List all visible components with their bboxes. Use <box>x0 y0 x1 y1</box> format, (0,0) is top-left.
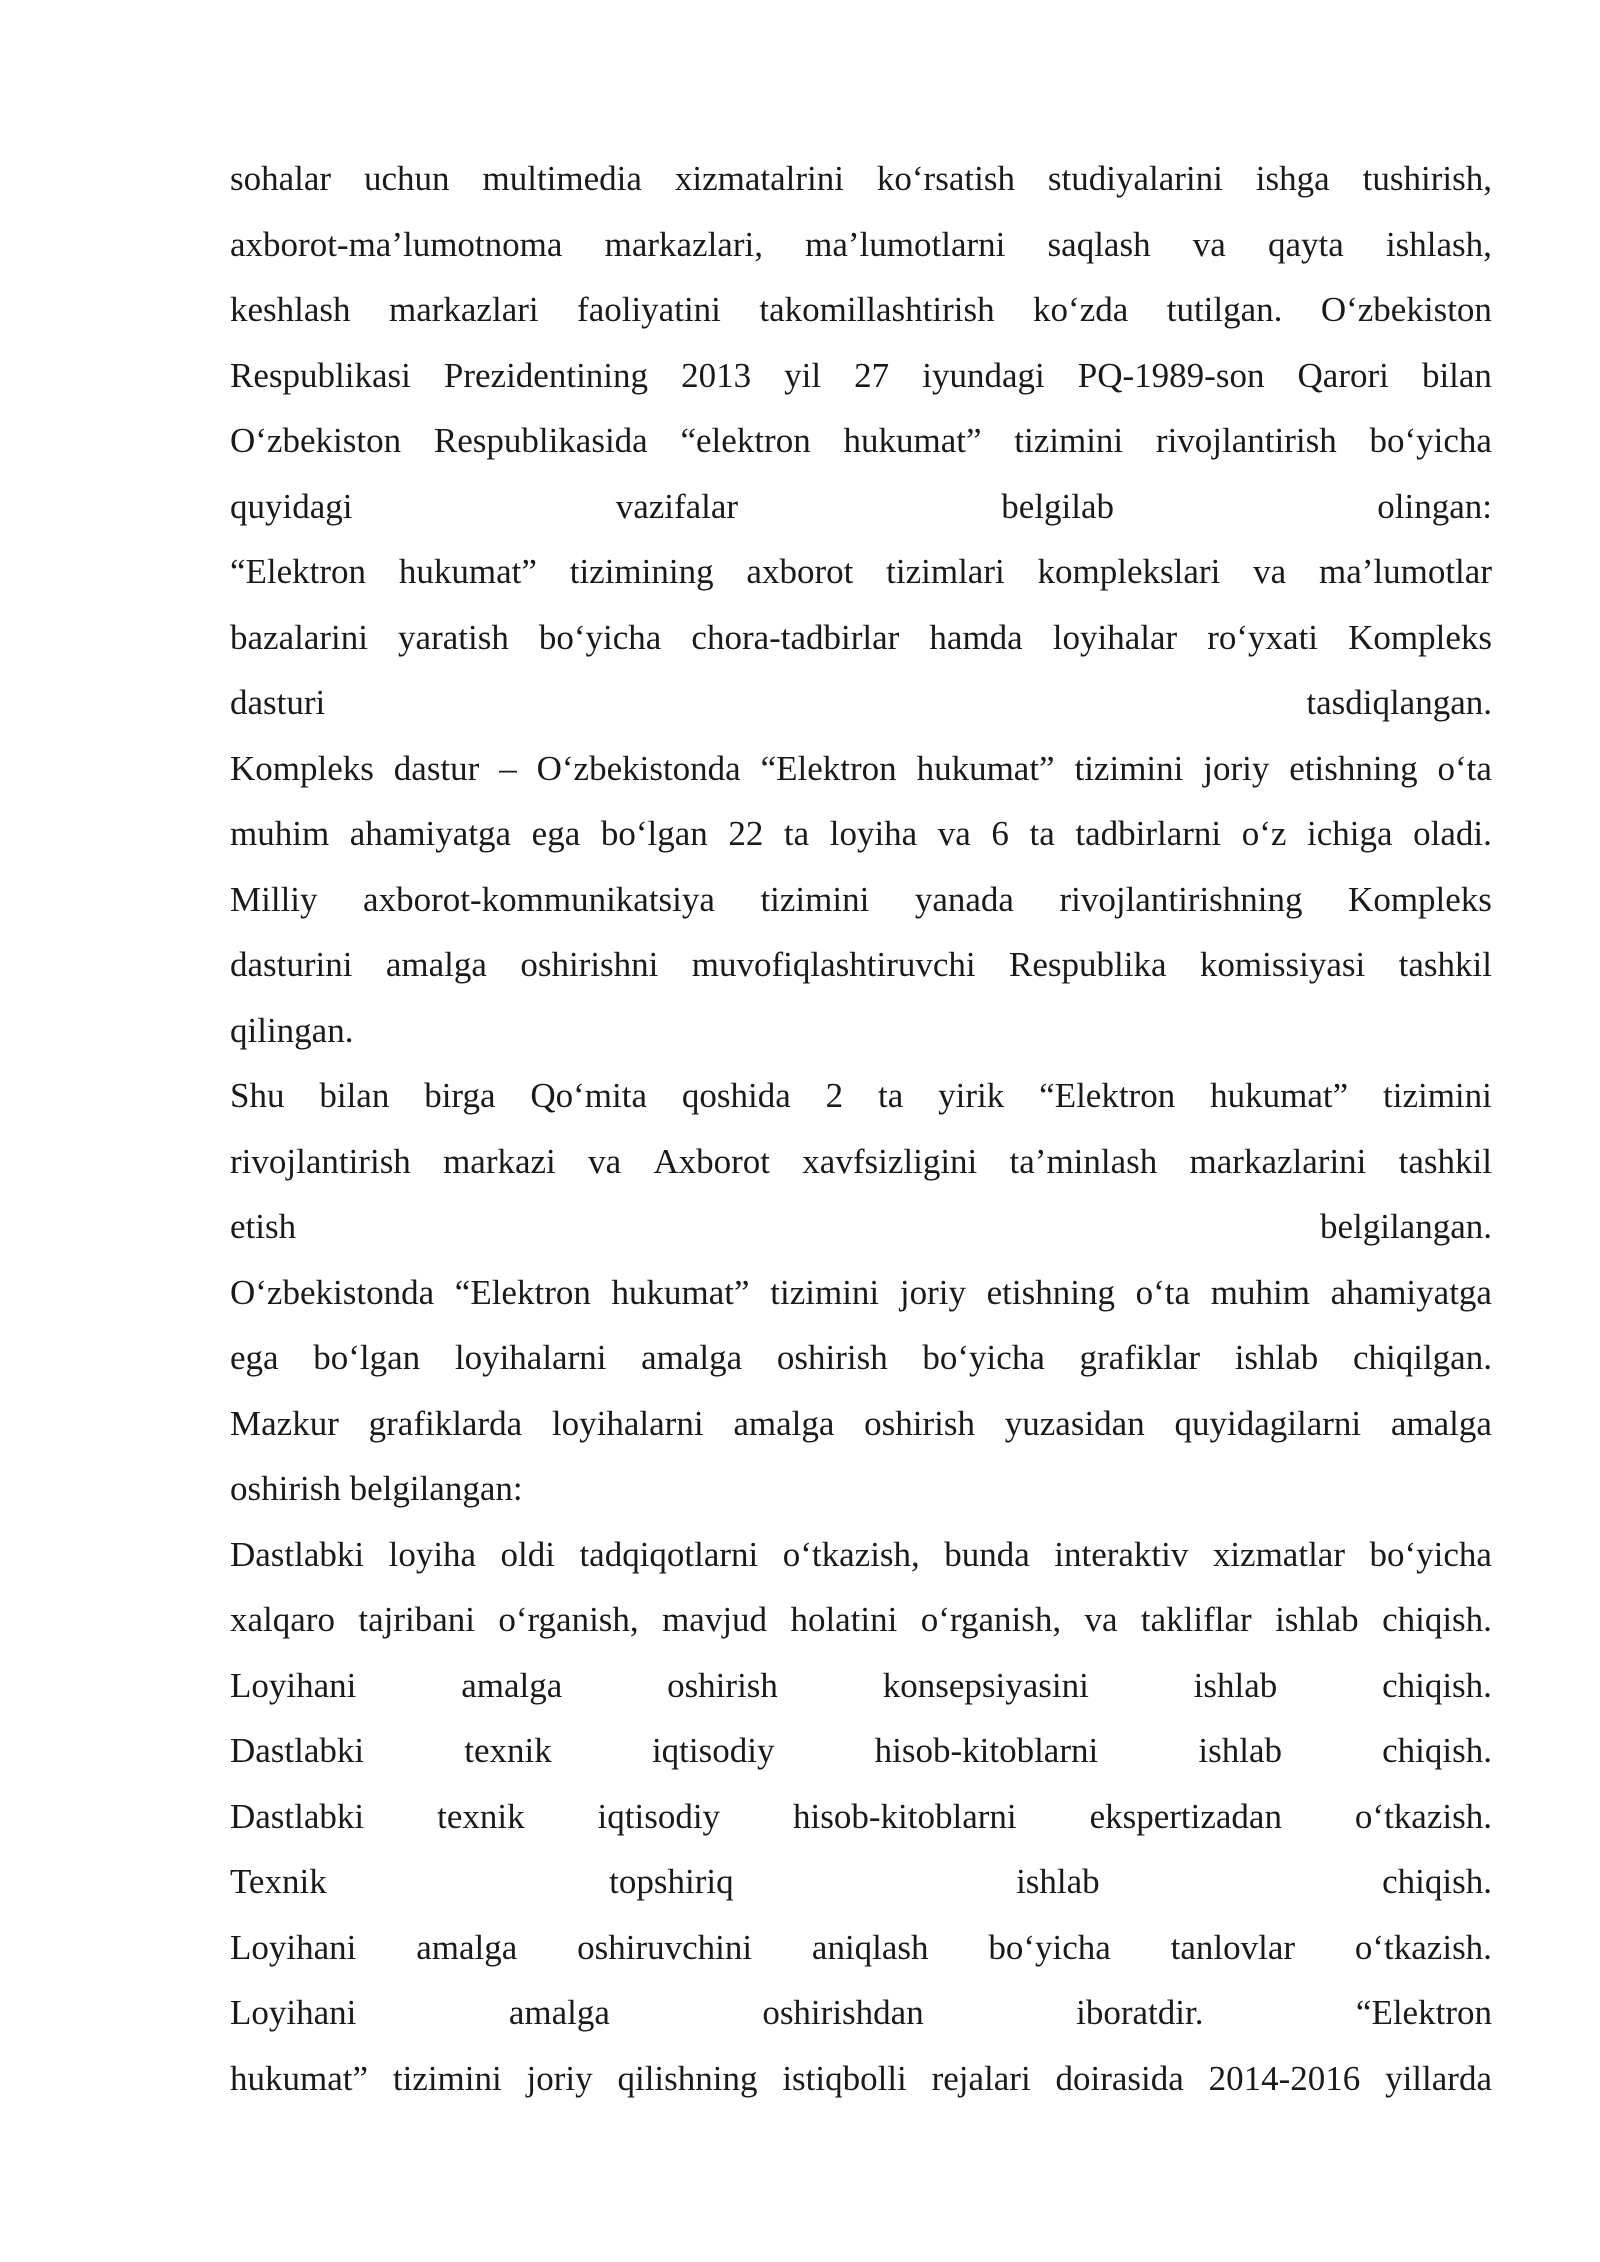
word: PQ-1989-son <box>1077 355 1265 395</box>
word: ishlab <box>1275 1600 1359 1639</box>
word: komissiyasi <box>1199 945 1366 984</box>
word: muvofiqlashtiruvchi <box>691 945 976 984</box>
word: 22 <box>728 814 764 853</box>
word: olingan: <box>1377 486 1492 526</box>
word: tadbirlarni <box>1075 814 1222 853</box>
word: 2013 <box>681 355 752 395</box>
word: belgilab <box>1001 486 1115 526</box>
word: ko‘rsatish <box>876 159 1015 198</box>
word: ishlab <box>1193 1665 1278 1705</box>
word: O‘zbekiston <box>1320 290 1492 329</box>
word: iqtisodiy <box>651 1731 775 1770</box>
word: ro‘yxati <box>1207 617 1319 657</box>
word: ishlab <box>1234 1338 1319 1377</box>
word: “Elektron <box>230 552 367 591</box>
word: dasturi <box>230 683 326 722</box>
word: o‘ta <box>1135 1272 1191 1312</box>
word: hamda <box>929 617 1023 657</box>
text-line <box>230 539 1492 605</box>
word: xalqaro <box>230 1600 335 1639</box>
word: oshiruvchini <box>577 1927 753 1967</box>
word: Loyihani <box>230 1665 357 1705</box>
word: o‘rganish, <box>920 1600 1062 1639</box>
word: markazi <box>443 1141 556 1181</box>
word: va <box>937 814 971 853</box>
word: yillarda <box>1385 2058 1492 2098</box>
word: Dastlabki <box>230 1731 365 1770</box>
word: joriy <box>1203 748 1270 788</box>
word: yuzasidan <box>1004 1403 1145 1443</box>
word: o‘tkazish. <box>1354 1796 1492 1836</box>
word: interaktiv <box>1054 1534 1189 1574</box>
word: Respublikasi <box>230 355 411 395</box>
word: oshirishdan <box>762 1993 924 2032</box>
word: 6 <box>991 814 1009 853</box>
word: bazalarini <box>230 617 368 657</box>
text-line <box>230 408 1492 474</box>
word: tizimini <box>1014 421 1124 460</box>
word: markazlarini <box>1189 1141 1367 1181</box>
word: rivojlantirishning <box>1059 879 1303 919</box>
word: ekspertizadan <box>1089 1796 1282 1836</box>
word: etish <box>230 1207 297 1246</box>
word: Shu <box>230 1076 285 1115</box>
word: tizimini <box>1074 748 1184 788</box>
text-line <box>230 1587 1492 1653</box>
word: bo‘yicha <box>1369 1534 1492 1574</box>
text-line <box>230 1063 1492 1129</box>
word: faoliyatini <box>577 290 721 329</box>
text-line <box>230 1391 1492 1457</box>
text-line <box>230 932 1492 998</box>
word: tanlovlar <box>1170 1927 1296 1967</box>
word: texnik <box>464 1731 552 1770</box>
word: chiqilgan. <box>1352 1338 1492 1377</box>
word: “Elektron <box>1355 1993 1492 2032</box>
word: Mazkur <box>230 1403 339 1443</box>
word: Milliy <box>230 879 318 919</box>
word: Kompleks <box>230 748 374 788</box>
word: tizimini <box>392 2058 502 2098</box>
word: bo‘lgan <box>313 1338 421 1377</box>
word: bo‘yicha <box>988 1927 1111 1967</box>
word: saqlash <box>1047 224 1151 264</box>
word: iqtisodiy <box>597 1796 721 1836</box>
word: markazlari <box>388 290 539 329</box>
word: amalga <box>733 1403 835 1443</box>
text-line <box>230 1260 1492 1326</box>
word: bilan <box>1421 355 1492 395</box>
word: “elektron <box>680 421 811 460</box>
word: rejalari <box>931 2058 1031 2098</box>
word: oshirishni <box>520 945 659 984</box>
word: ahamiyatga <box>349 814 512 853</box>
word: amalga <box>1390 1403 1492 1443</box>
word: iboratdir. <box>1076 1993 1204 2032</box>
word: ishga <box>1255 159 1330 198</box>
word: muhim <box>1210 1272 1310 1312</box>
word: yirik <box>938 1076 1005 1115</box>
word: o‘ta <box>1437 748 1492 788</box>
word: chiqish. <box>1382 1862 1492 1901</box>
word: “Elektron <box>454 1272 591 1312</box>
text-line <box>230 1718 1492 1784</box>
word: “Elektron <box>1039 1076 1176 1115</box>
text-line <box>230 277 1492 343</box>
word: iyundagi <box>922 355 1045 395</box>
text-line <box>230 343 1492 409</box>
word: oldi <box>500 1534 555 1574</box>
word: loyihalarni <box>454 1338 607 1377</box>
word: va <box>1192 224 1226 264</box>
word: tutilgan. <box>1166 290 1283 329</box>
word: joriy <box>899 1272 966 1312</box>
word: ichiga <box>1306 814 1393 853</box>
word: ta <box>1029 814 1055 853</box>
word: qilishning <box>617 2058 758 2098</box>
word: oshirish <box>667 1665 778 1705</box>
word: qayta <box>1267 224 1344 264</box>
word: Respublika <box>1009 945 1167 984</box>
word: bo‘yicha <box>922 1338 1045 1377</box>
word: ishlab <box>1016 1862 1100 1901</box>
text-line <box>230 474 1492 540</box>
word: ma’lumotlar <box>1318 552 1492 591</box>
word: hukumat” <box>230 2058 369 2098</box>
word: loyiha <box>829 814 918 853</box>
word: o‘rganish, <box>498 1600 639 1639</box>
word: 2 <box>825 1076 844 1115</box>
word: hisob-kitoblarni <box>874 1731 1099 1770</box>
word: Texnik <box>230 1862 327 1901</box>
word: yaratish <box>398 617 509 657</box>
word: Dastlabki <box>230 1796 365 1836</box>
word: grafiklarda <box>368 1403 523 1443</box>
word: o‘z <box>1241 814 1287 853</box>
word: aniqlash <box>811 1927 929 1967</box>
word: loyiha <box>388 1534 477 1574</box>
text-line <box>230 1653 1492 1719</box>
word: xizmatalrini <box>674 159 844 198</box>
word: tasdiqlangan. <box>1306 683 1492 722</box>
word: amalga <box>508 1993 610 2032</box>
word: sohalar <box>230 159 332 198</box>
word: O‘zbekiston <box>230 421 402 460</box>
word: istiqbolli <box>782 2058 907 2098</box>
word: ega <box>531 814 581 853</box>
word: chiqish. <box>1382 1600 1492 1639</box>
word: yanada <box>914 879 1014 919</box>
word: hukumat” <box>398 552 537 591</box>
word: axborot <box>746 552 854 591</box>
word: O‘zbekistonda <box>536 748 741 788</box>
text-line <box>230 1325 1492 1391</box>
word: hukumat” <box>611 1272 750 1312</box>
word: vazifalar <box>615 486 739 526</box>
word: Kompleks <box>1348 879 1492 919</box>
word: bilan <box>319 1076 390 1115</box>
word: rivojlantirish <box>230 1141 411 1181</box>
word: holatini <box>790 1600 898 1639</box>
word: hisob-kitoblarni <box>793 1796 1017 1836</box>
text-line <box>230 1194 1492 1260</box>
word: multimedia <box>482 159 642 198</box>
word: amalga <box>416 1927 518 1967</box>
word: ahamiyatga <box>1330 1272 1492 1312</box>
word: tashkil <box>1398 1141 1492 1181</box>
word: ko‘zda <box>1033 290 1129 329</box>
word: doirasida <box>1055 2058 1184 2098</box>
text-line: oshirish belgilangan: <box>230 1469 523 1508</box>
word: dastur <box>393 748 480 788</box>
text-line <box>230 670 1492 736</box>
word: bo‘lgan <box>600 814 708 853</box>
text-line <box>230 867 1492 933</box>
word: bo‘yicha <box>1369 421 1492 460</box>
word: tadqiqotlarni <box>579 1534 759 1574</box>
word: Qarori <box>1297 355 1389 395</box>
word: Qo‘mita <box>530 1076 648 1115</box>
word: belgilangan. <box>1319 1207 1492 1246</box>
text-line <box>230 1849 1492 1915</box>
word: komplekslari <box>1037 552 1221 591</box>
word: takliflar <box>1140 1600 1252 1639</box>
word: mavjud <box>662 1600 768 1639</box>
word: joriy <box>526 2058 593 2098</box>
text-line <box>230 605 1492 671</box>
word: studiyalarini <box>1047 159 1223 198</box>
word: oshirish <box>864 1403 975 1443</box>
word: chiqish. <box>1382 1665 1492 1705</box>
word: konsepsiyasini <box>882 1665 1089 1705</box>
word: yil <box>784 355 822 395</box>
word: amalga <box>641 1338 743 1377</box>
word: etishning <box>1289 748 1418 788</box>
document-page <box>230 146 1492 2111</box>
word: o‘tkazish. <box>1354 1927 1492 1967</box>
word: xizmatlar <box>1212 1534 1345 1574</box>
text-line <box>230 801 1492 867</box>
word: tajribani <box>358 1600 475 1639</box>
text-line <box>230 1784 1492 1850</box>
text-line <box>230 736 1492 802</box>
word: texnik <box>437 1796 525 1836</box>
word: dasturini <box>230 945 353 984</box>
word: quyidagilarni <box>1174 1403 1362 1443</box>
word: takomillashtirish <box>759 290 995 329</box>
word: O‘zbekistonda <box>230 1272 435 1312</box>
word: va <box>588 1141 622 1181</box>
word: grafiklar <box>1079 1338 1201 1377</box>
text-line: qilingan. <box>230 1010 354 1050</box>
word: tizimining <box>569 552 714 591</box>
word: Kompleks <box>1348 617 1492 657</box>
word: bunda <box>944 1534 1030 1574</box>
word: va <box>1253 552 1287 591</box>
word: Loyihani <box>230 1993 357 2032</box>
word: ma’lumotlarni <box>805 224 1006 264</box>
word: tizimini <box>770 1272 880 1312</box>
word: amalga <box>461 1665 563 1705</box>
word: markazlari, <box>604 224 763 264</box>
word: ishlash, <box>1385 224 1492 264</box>
word: Axborot <box>653 1141 771 1181</box>
text-line <box>230 212 1492 278</box>
word: xavfsizligini <box>802 1141 978 1181</box>
word: – <box>499 748 517 788</box>
word: ta <box>783 814 810 853</box>
word: qoshida <box>681 1076 791 1115</box>
word: 2014-2016 <box>1208 2058 1361 2098</box>
word: axborot-ma’lumotnoma <box>230 224 563 264</box>
word: tushirish, <box>1362 159 1492 198</box>
text-line <box>230 2046 1492 2112</box>
word: loyihalar <box>1052 617 1178 657</box>
word: keshlash <box>230 290 351 329</box>
word: tizimlari <box>886 552 1005 591</box>
word: ishlab <box>1198 1731 1282 1770</box>
word: amalga <box>385 945 487 984</box>
word: Loyihani <box>230 1927 357 1967</box>
word: topshiriq <box>609 1862 734 1901</box>
word: muhim <box>230 814 330 853</box>
word: 27 <box>854 355 890 395</box>
word: va <box>1084 1600 1118 1639</box>
word: “Elektron <box>760 748 897 788</box>
word: birga <box>424 1076 496 1115</box>
word: hukumat” <box>843 421 982 460</box>
word: axborot-kommunikatsiya <box>363 879 715 919</box>
word: tizimini <box>760 879 870 919</box>
word: Prezidentining <box>443 355 649 395</box>
text-line <box>230 1980 1492 2046</box>
word: tashkil <box>1398 945 1492 984</box>
word: Dastlabki <box>230 1534 365 1574</box>
text-line <box>230 1522 1492 1588</box>
word: tizimini <box>1383 1076 1492 1115</box>
word: quyidagi <box>230 486 353 526</box>
text-line <box>230 1915 1492 1981</box>
word: hukumat” <box>916 748 1055 788</box>
word: ta’minlash <box>1009 1141 1158 1181</box>
word: uchun <box>364 159 450 198</box>
word: hukumat” <box>1210 1076 1349 1115</box>
word: chiqish. <box>1382 1731 1492 1770</box>
text-line <box>230 1129 1492 1195</box>
word: oshirish <box>776 1338 888 1377</box>
text-line <box>230 146 1492 212</box>
word: bo‘yicha <box>538 617 662 657</box>
word: ega <box>230 1338 279 1377</box>
word: Respublikasida <box>433 421 648 460</box>
word: etishning <box>986 1272 1115 1312</box>
word: o‘tkazish, <box>782 1534 920 1574</box>
word: chora-tadbirlar <box>691 617 900 657</box>
word: ta <box>878 1076 904 1115</box>
word: oladi. <box>1413 814 1492 853</box>
word: loyihalarni <box>551 1403 704 1443</box>
word: rivojlantirish <box>1155 421 1337 460</box>
